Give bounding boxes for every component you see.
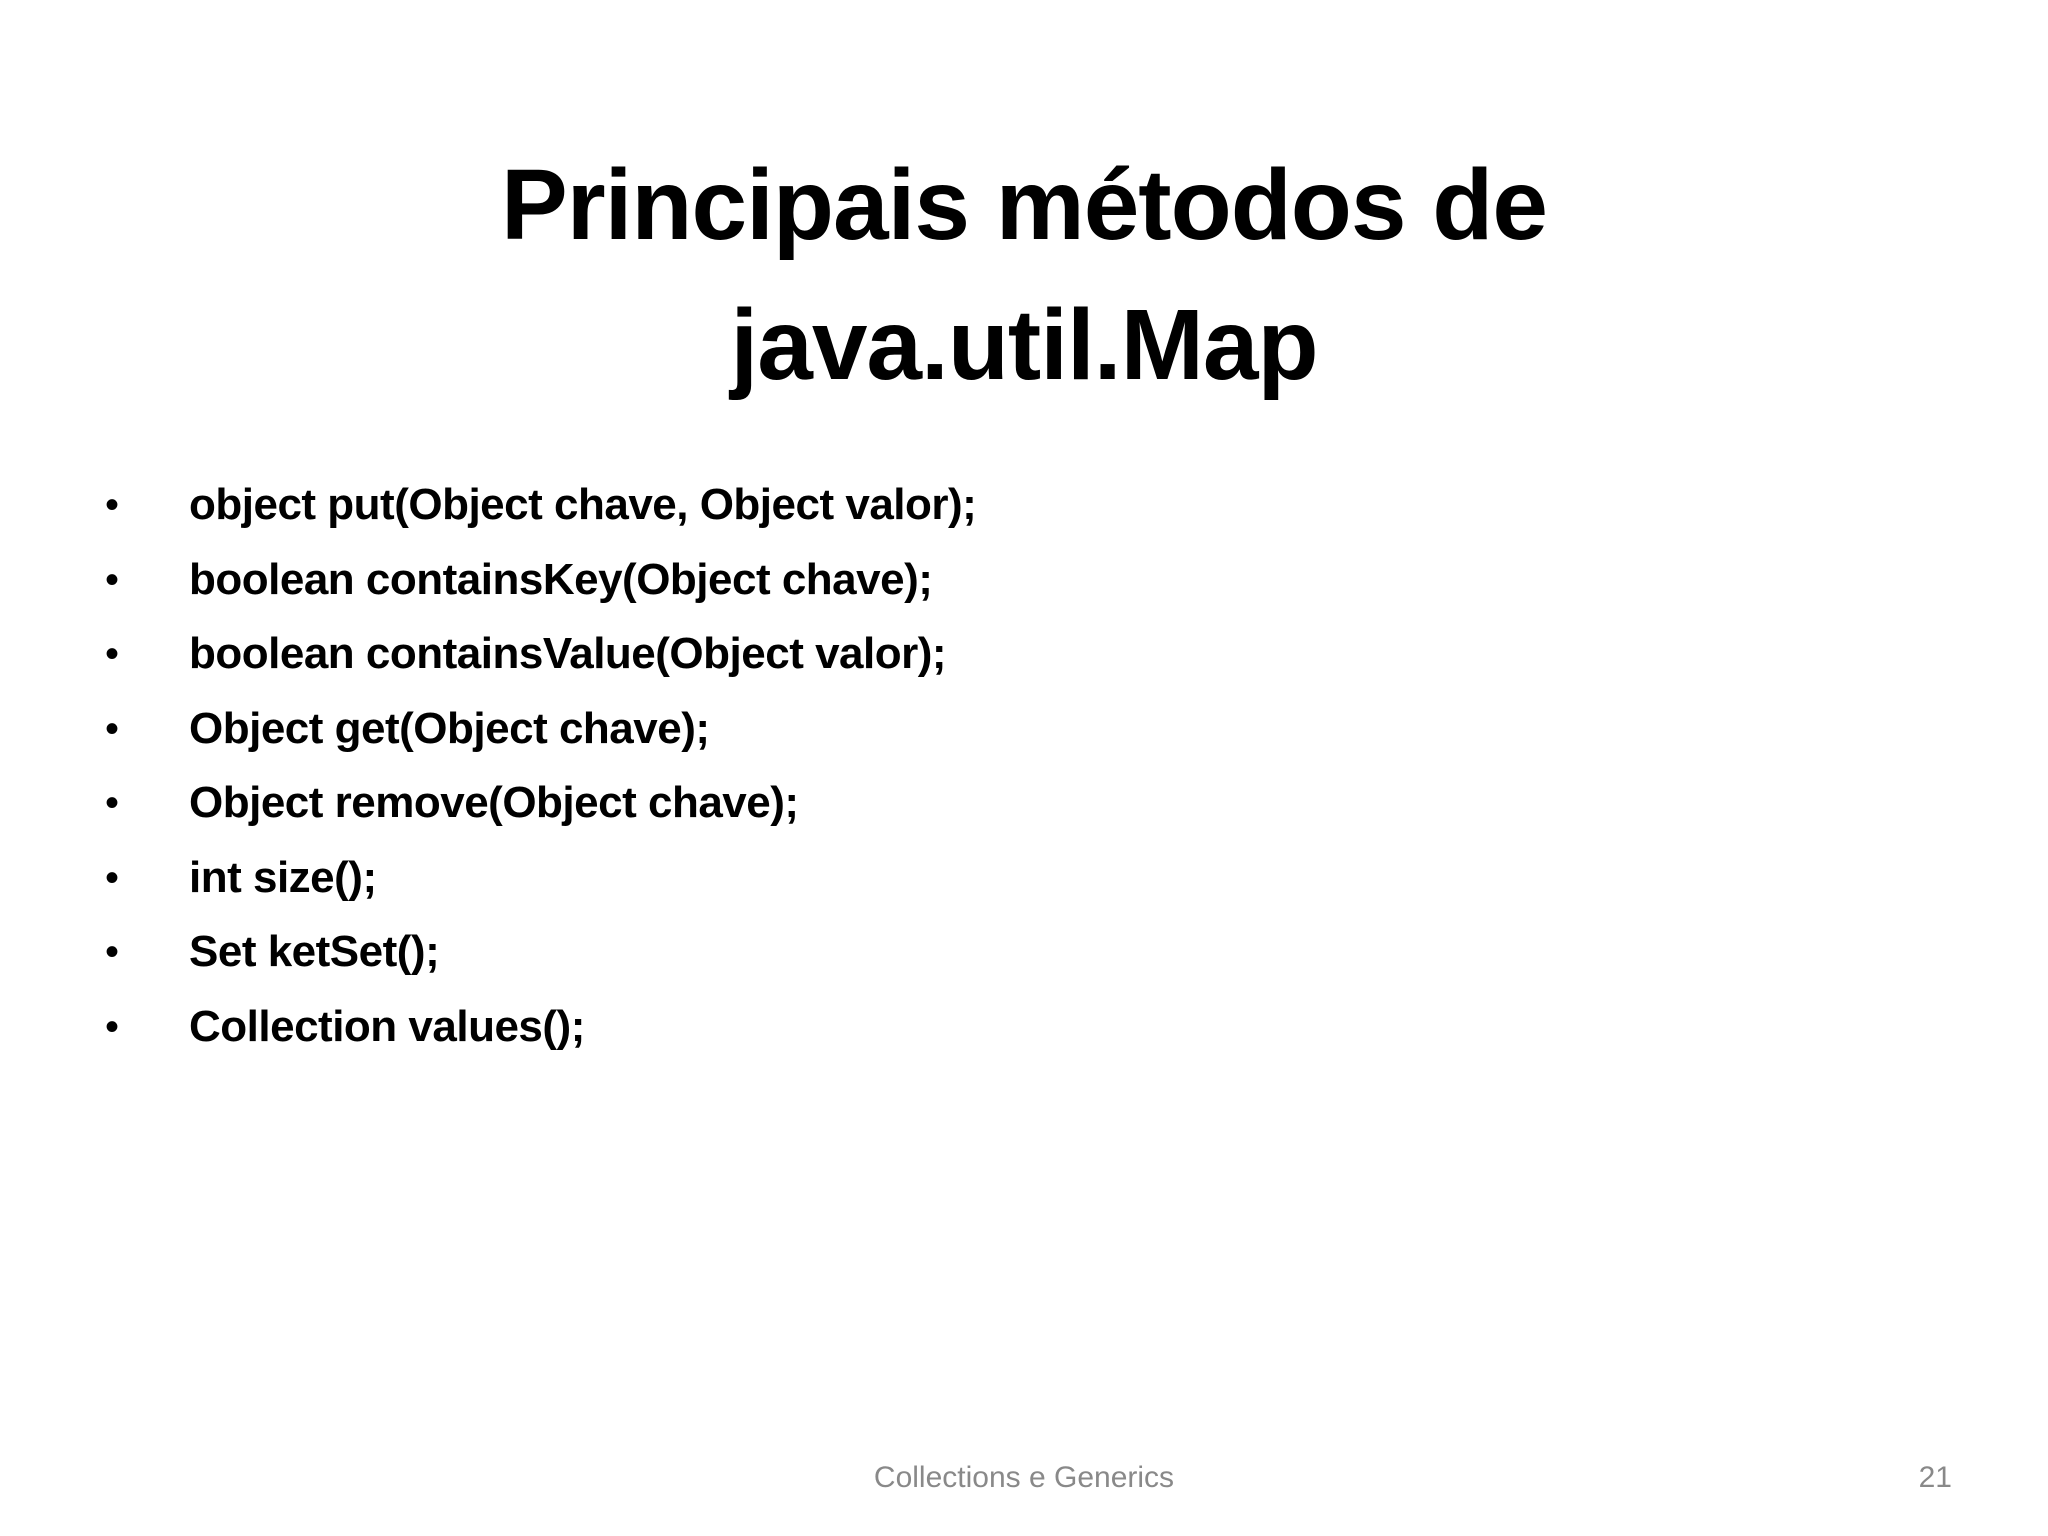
bullet-icon: • bbox=[105, 706, 120, 751]
method-text: Object get(Object chave); bbox=[189, 703, 710, 753]
method-text: Set ketSet(); bbox=[189, 927, 440, 976]
method-text: boolean containsKey(Object chave); bbox=[189, 554, 933, 604]
bullet-icon: • bbox=[105, 930, 120, 974]
bullet-icon: • bbox=[105, 557, 120, 602]
slide-title-line-1: Principais métodos de bbox=[501, 149, 1547, 261]
bullet-icon: • bbox=[105, 1004, 120, 1049]
slide-footer: Collections e Generics bbox=[873, 1461, 1175, 1494]
slide-page-number: 21 bbox=[1918, 1461, 1952, 1494]
bullet-icon: • bbox=[105, 632, 120, 676]
method-text: Object remove(Object chave); bbox=[189, 778, 799, 827]
bullet-icon: • bbox=[105, 483, 120, 527]
bullet-icon: • bbox=[105, 781, 120, 825]
method-text: int size(); bbox=[189, 852, 377, 902]
slide-title bbox=[0, 135, 2048, 415]
bullet-icon: • bbox=[105, 855, 120, 900]
method-text: Collection values(); bbox=[189, 1001, 585, 1051]
method-text: object put(Object chave, Object valor); bbox=[189, 480, 977, 529]
method-text: boolean containsValue(Object valor); bbox=[189, 629, 947, 678]
slide-title-line-2: java.util.Map bbox=[730, 289, 1318, 401]
